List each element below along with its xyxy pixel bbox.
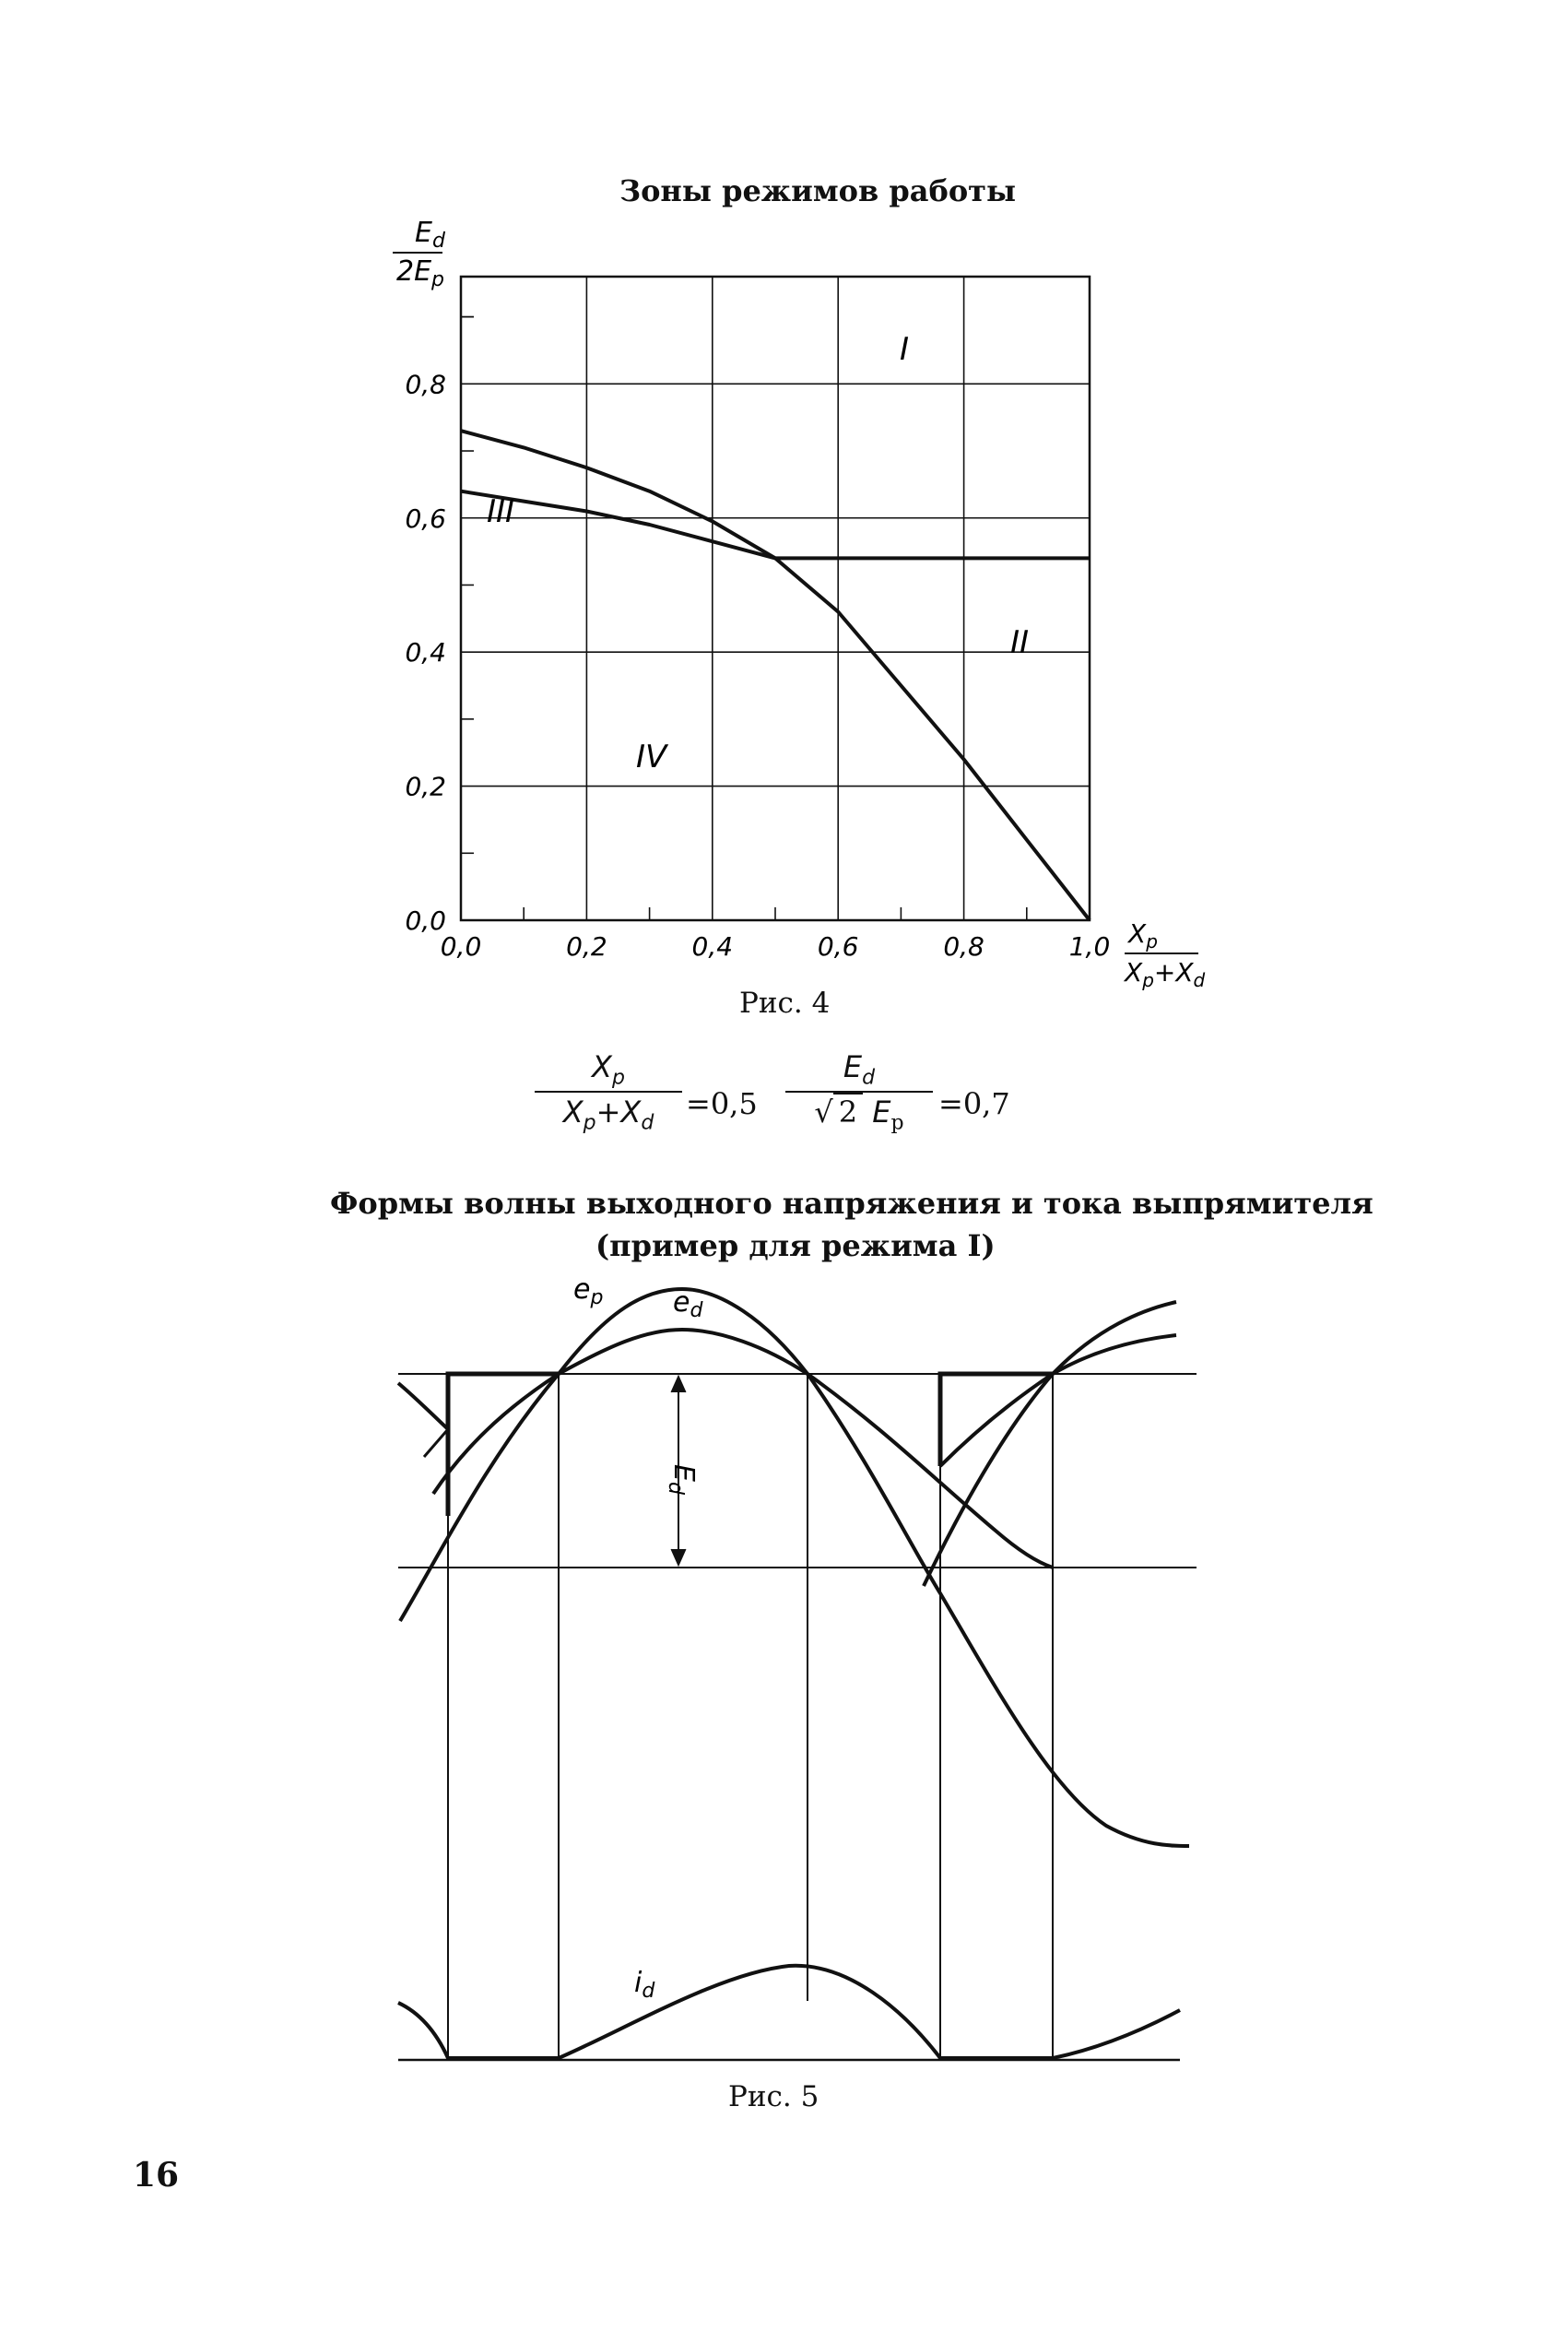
- fig4-caption: Рис. 4: [739, 987, 831, 1020]
- fig4-tick-marks: [461, 317, 1030, 920]
- fig5-ed-arrow-bottom: [671, 1549, 686, 1566]
- formula-block: [535, 1049, 1051, 1169]
- svg-text:2Ep: $2E_p$: [396, 255, 445, 291]
- fig4-curve-2: [775, 558, 1090, 920]
- page-number: 16: [133, 2156, 180, 2195]
- fig4-chart: [387, 212, 1217, 1014]
- fig4-xtick-label: 0,2: [566, 931, 607, 962]
- fig4-xtick-label: 0,6: [817, 931, 859, 962]
- fig4-xtick-label: 0,4: [691, 931, 734, 962]
- fig5-ed-arrow-top: [671, 1376, 686, 1392]
- fig4-curves: [461, 431, 1090, 920]
- fig5-title-line1: Формы волны выходного напряжения и тока выпрямителя: [330, 1186, 1373, 1221]
- fig4-title: Зоны режимов работы: [619, 173, 1017, 208]
- fig4-grid: [461, 277, 1090, 920]
- formula-fraction-ed: $E_d$ √ 2 $E_p$: [785, 1049, 933, 1135]
- zone-label-III: III: [487, 493, 515, 530]
- fig4-y-axis-label: [393, 217, 446, 291]
- fig4-ytick-label: 0,4: [405, 637, 446, 669]
- fig4-xtick-label: 0,0: [440, 931, 482, 962]
- fig5-curve-ed-dip-left: [424, 1429, 448, 1457]
- fig5-label-id: $i_d$: [634, 1967, 655, 2003]
- fig5-title-line2: (пример для режима I): [595, 1228, 996, 1263]
- zone-label-II: II: [1010, 624, 1030, 661]
- fig5-waveforms: [369, 1272, 1217, 2084]
- fig5-curve-ed-rise: [940, 1335, 1176, 1466]
- zone-label-IV: IV: [636, 739, 667, 775]
- fig5-curve-id: [398, 1966, 1180, 2058]
- formula-fraction-xp: $X_p$ $X_p+X_d$: [535, 1049, 682, 1135]
- fig5-label-Ed: $E_d$: [664, 1464, 700, 1495]
- fig4-x-axis-label: [1123, 918, 1206, 991]
- svg-text:Ed: $E_d$: [415, 217, 445, 253]
- fig4-ytick-label: 0,8: [405, 369, 446, 400]
- fig4-ytick-label: 0,2: [405, 771, 446, 802]
- fig4-x-tick-labels: [441, 931, 1111, 962]
- svg-text:Xp+Xd: $X_p+X_d$: [1125, 957, 1206, 991]
- svg-text:Xp: $X_p$: [1128, 918, 1158, 953]
- fig5-curve-ed-left: [398, 1383, 448, 1429]
- fig5-label-ep: $e_p$: [573, 1273, 604, 1309]
- formula-eq2: =0,7: [938, 1086, 1010, 1121]
- fig4-y-tick-labels: [405, 369, 446, 936]
- formula-eq1: =0,5: [686, 1086, 758, 1121]
- fig4-xtick-label: 1,0: [1068, 931, 1111, 962]
- fig4-xtick-label: 0,8: [943, 931, 984, 962]
- fig4-frame: [461, 277, 1090, 920]
- fig5-caption: Рис. 5: [728, 2080, 819, 2113]
- fig5-label-ed: $e_d$: [673, 1286, 703, 1322]
- fig4-ytick-label: 0,6: [405, 503, 446, 534]
- zone-label-I: I: [900, 331, 910, 368]
- fig4-ytick-label: 0,0: [405, 905, 446, 936]
